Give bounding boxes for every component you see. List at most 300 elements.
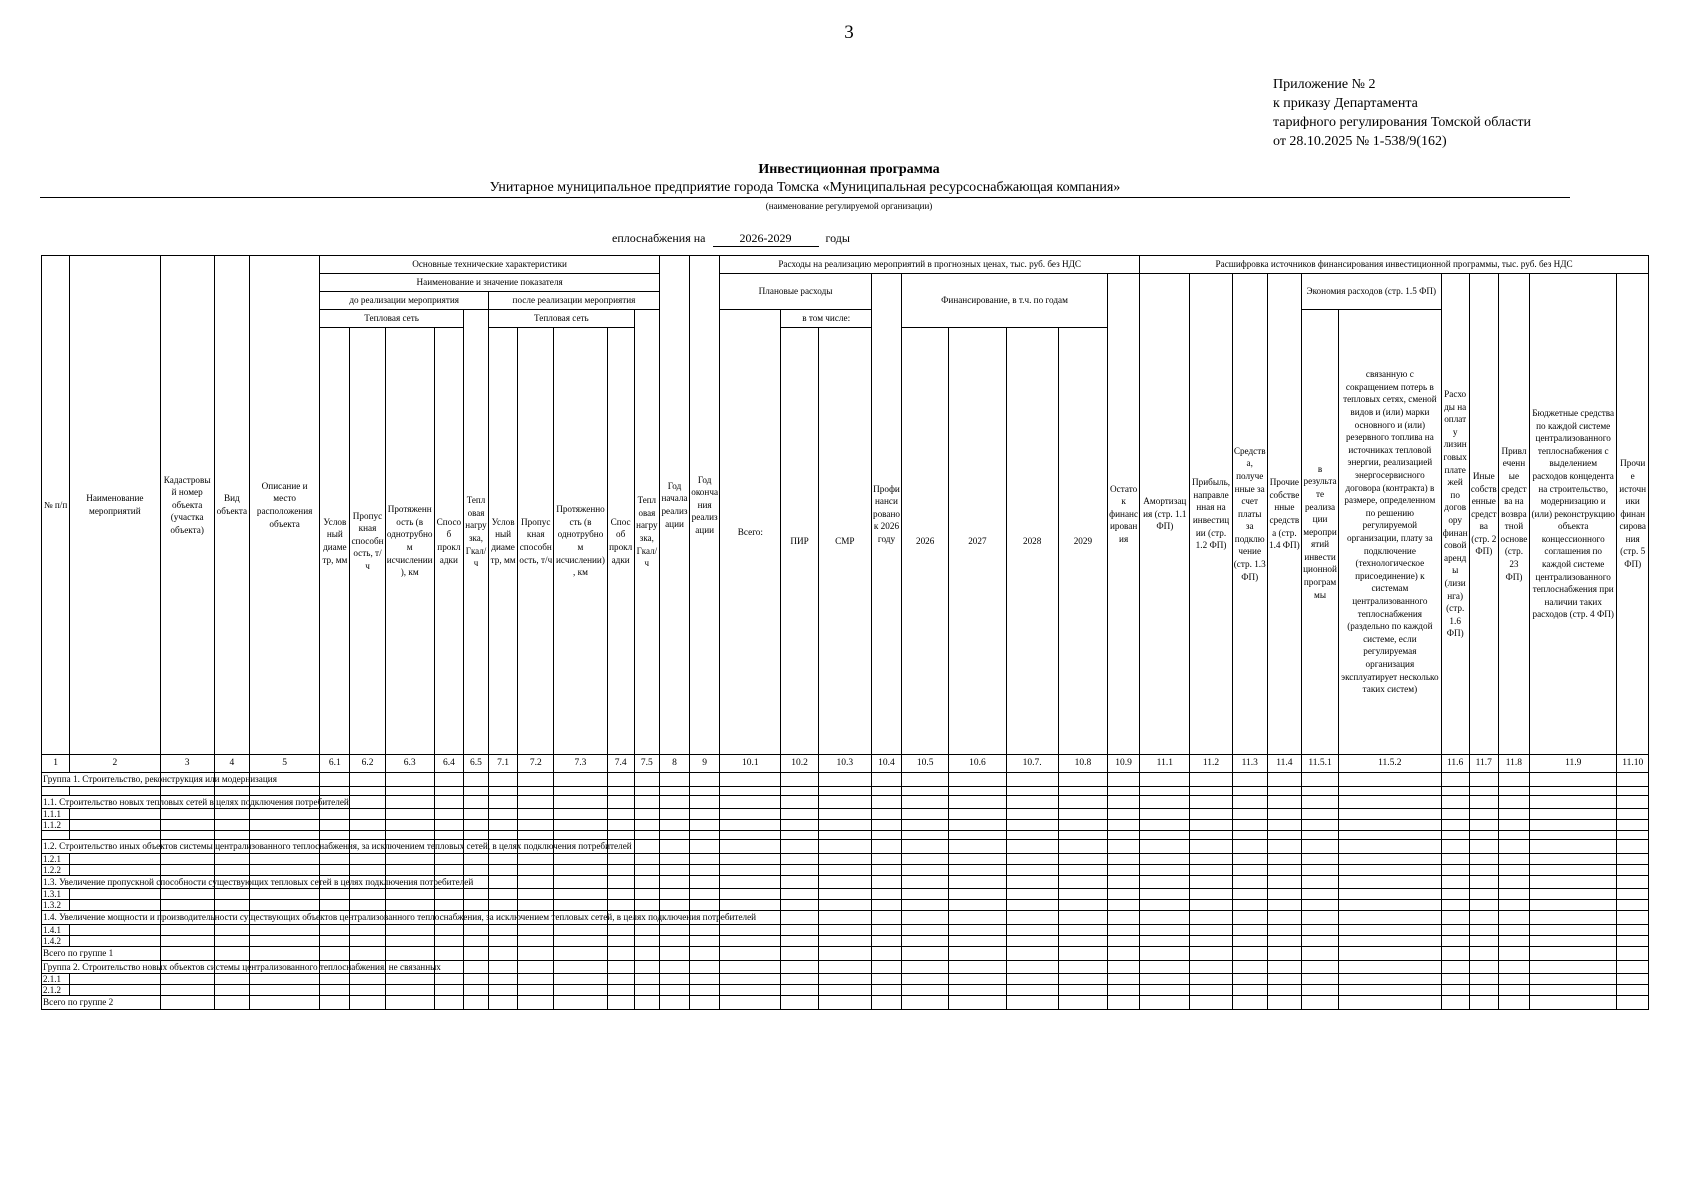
table-cell [1267, 911, 1301, 925]
table-cell [1267, 831, 1301, 840]
table-cell [320, 889, 350, 900]
table-cell [1617, 820, 1649, 831]
table-cell [1190, 864, 1232, 875]
table-cell [1006, 911, 1058, 925]
table-cell [1267, 889, 1301, 900]
table-cell [1267, 875, 1301, 889]
table-cell [607, 820, 634, 831]
table-cell [249, 935, 319, 946]
row-number: 1.2.1 [42, 853, 70, 864]
header-capacity-before: Пропускная способность, т/ч [350, 328, 385, 755]
table-cell [1140, 960, 1190, 974]
table-cell [1232, 773, 1267, 787]
table-cell [518, 773, 554, 787]
table-cell [1530, 935, 1617, 946]
table-cell [385, 996, 434, 1010]
header-year-start: Год начала реализации [659, 256, 689, 755]
table-cell [554, 924, 607, 935]
appendix-block [1273, 75, 1531, 151]
row-number: 2.1.2 [42, 985, 70, 996]
header-pir: ПИР [781, 328, 818, 755]
table-cell [1530, 795, 1617, 809]
table-cell [489, 900, 518, 911]
table-cell [1301, 795, 1338, 809]
column-number: 10.2 [781, 755, 818, 773]
table-cell [1190, 831, 1232, 840]
table-cell [818, 864, 871, 875]
table-cell [1441, 820, 1469, 831]
table-cell [160, 900, 214, 911]
table-cell [1108, 831, 1140, 840]
table-cell [350, 889, 385, 900]
table-cell [818, 840, 871, 854]
table-cell [463, 946, 488, 960]
table-cell [1339, 864, 1441, 875]
header-load-before: Тепловая нагрузка, Гкал/ч [463, 310, 488, 755]
table-cell [720, 831, 781, 840]
table-cell [1108, 985, 1140, 996]
table-cell [1058, 773, 1107, 787]
table-cell [1190, 900, 1232, 911]
table-cell [1267, 795, 1301, 809]
section-row [42, 840, 1649, 854]
table-cell [1140, 809, 1190, 820]
table-cell [214, 974, 249, 985]
table-cell [554, 875, 607, 889]
table-cell [160, 924, 214, 935]
table-row [42, 820, 1649, 831]
table-cell [659, 773, 689, 787]
table-cell [1267, 960, 1301, 974]
table-cell [902, 773, 949, 787]
table-cell [385, 853, 434, 864]
table-cell [385, 889, 434, 900]
table-cell [634, 773, 659, 787]
header-length-after: Протяженность (в однотрубном исчислении), км [554, 328, 607, 755]
table-cell [554, 831, 607, 840]
table-cell [1232, 911, 1267, 925]
table-cell [607, 773, 634, 787]
column-number: 8 [659, 755, 689, 773]
table-cell [1301, 946, 1338, 960]
table-cell [607, 889, 634, 900]
table-cell [659, 786, 689, 795]
table-cell [871, 960, 901, 974]
table-cell [320, 996, 350, 1010]
table-cell [70, 864, 160, 875]
header-length-before: Протяженность (в однотрубном исчислении), км [385, 328, 434, 755]
table-cell [781, 795, 818, 809]
table-cell [249, 900, 319, 911]
table-cell [1232, 935, 1267, 946]
table-cell [214, 864, 249, 875]
table-cell [1339, 840, 1441, 854]
table-cell [1530, 946, 1617, 960]
table-cell [320, 831, 350, 840]
table-cell [690, 946, 720, 960]
table-cell [1339, 924, 1441, 935]
table-cell [1232, 974, 1267, 985]
column-number: 1 [42, 755, 70, 773]
table-cell [1190, 840, 1232, 854]
table-cell [434, 985, 463, 996]
table-cell [350, 786, 385, 795]
table-row [42, 853, 1649, 864]
header-name: Наименование мероприятий [70, 256, 160, 755]
table-cell [160, 820, 214, 831]
table-cell [690, 985, 720, 996]
table-cell [949, 831, 1006, 840]
table-cell [781, 911, 818, 925]
table-cell [818, 935, 871, 946]
table-cell [1617, 935, 1649, 946]
table-cell [249, 985, 319, 996]
table-cell [1530, 840, 1617, 854]
header-sources: Расшифровка источников финансирования инвестиционной программы, тыс. руб. без НДС [1140, 256, 1649, 274]
table-cell [1140, 875, 1190, 889]
column-number: 10.7. [1006, 755, 1058, 773]
table-cell [818, 820, 871, 831]
table-cell [214, 900, 249, 911]
table-cell [350, 831, 385, 840]
header-type: Вид объекта [214, 256, 249, 755]
table-cell [720, 809, 781, 820]
table-cell [160, 946, 214, 960]
table-cell [690, 773, 720, 787]
table-cell [720, 985, 781, 996]
table-cell [659, 996, 689, 1010]
column-number: 9 [690, 755, 720, 773]
table-cell [1232, 985, 1267, 996]
table-cell [1301, 831, 1338, 840]
column-number: 10.5 [902, 755, 949, 773]
table-cell [818, 911, 871, 925]
table-cell [249, 831, 319, 840]
table-cell [1267, 773, 1301, 787]
column-number: 11.10 [1617, 755, 1649, 773]
section-title: 1.4. Увеличение мощности и производительности существующих объектов централизованного теплоснабжения, за исключением тепловых сетей, в целях подключения потребителей [42, 911, 70, 925]
table-cell [818, 875, 871, 889]
table-cell [781, 996, 818, 1010]
table-cell [818, 786, 871, 795]
table-cell [902, 786, 949, 795]
table-cell [1058, 820, 1107, 831]
table-cell [1190, 946, 1232, 960]
table-cell [1441, 911, 1469, 925]
table-cell [1617, 911, 1649, 925]
table-cell [518, 900, 554, 911]
column-number: 7.5 [634, 755, 659, 773]
table-cell [70, 889, 160, 900]
row-number: 1.1.2 [42, 820, 70, 831]
table-cell [1498, 831, 1529, 840]
header-smr: СМР [818, 328, 871, 755]
section-row [42, 795, 1649, 809]
table-cell [659, 820, 689, 831]
table-cell [1498, 820, 1529, 831]
table-cell [818, 996, 871, 1010]
table-cell [385, 795, 434, 809]
header-attracted: Привлеченные средства на возвратной основе (стр. 23 ФП) [1498, 274, 1529, 755]
table-cell [70, 786, 160, 795]
table-cell [1469, 946, 1498, 960]
table-cell [1058, 900, 1107, 911]
table-cell [1530, 809, 1617, 820]
appendix-line: от 28.10.2025 № 1-538/9(162) [1273, 134, 1447, 149]
table-cell [1617, 853, 1649, 864]
table-cell [434, 935, 463, 946]
table-cell [1617, 795, 1649, 809]
table-cell [1140, 974, 1190, 985]
table-cell [463, 889, 488, 900]
table-cell [690, 960, 720, 974]
table-cell [607, 786, 634, 795]
table-cell [720, 900, 781, 911]
table-cell [634, 985, 659, 996]
row-number: 1.2.2 [42, 864, 70, 875]
table-cell [690, 809, 720, 820]
table-cell [1108, 864, 1140, 875]
table-cell [781, 960, 818, 974]
table-cell [607, 795, 634, 809]
table-cell [1301, 900, 1338, 911]
table-cell [781, 985, 818, 996]
table-cell [1617, 875, 1649, 889]
table-cell [607, 831, 634, 840]
table-cell [1267, 820, 1301, 831]
total-row [42, 996, 1649, 1010]
header-budget: Бюджетные средства по каждой системе централизованного теплоснабжения с выделением расходов концедента на строительство, модернизацию и (или) реконструкцию объекта концессионного соглашения по каждой системе централизованного теплоснабжения при наличии таких расходов (стр. 4 ФП) [1530, 274, 1617, 755]
table-cell [949, 773, 1006, 787]
table-cell [554, 786, 607, 795]
table-cell [659, 924, 689, 935]
table-cell [1301, 820, 1338, 831]
table-cell [1108, 795, 1140, 809]
table-cell [690, 889, 720, 900]
table-cell [949, 864, 1006, 875]
table-cell [1617, 960, 1649, 974]
table-cell [781, 840, 818, 854]
table-cell [871, 864, 901, 875]
table-cell [949, 820, 1006, 831]
table-cell [1530, 853, 1617, 864]
table-cell [1006, 935, 1058, 946]
table-cell [463, 786, 488, 795]
table-cell [1441, 773, 1469, 787]
table-cell [659, 809, 689, 820]
table-cell [350, 996, 385, 1010]
header-planned: Плановые расходы [720, 274, 872, 310]
table-cell [554, 974, 607, 985]
row-number: 1.4.1 [42, 924, 70, 935]
table-cell [1190, 985, 1232, 996]
table-cell [1498, 935, 1529, 946]
table-cell [70, 900, 160, 911]
table-cell [1339, 935, 1441, 946]
table-cell [489, 974, 518, 985]
table-cell [1469, 875, 1498, 889]
table-cell [659, 900, 689, 911]
table-cell [1108, 840, 1140, 854]
table-cell [1441, 924, 1469, 935]
header-after: после реализации мероприятия [489, 292, 660, 310]
table-cell [690, 853, 720, 864]
table-cell [1108, 889, 1140, 900]
table-cell [434, 795, 463, 809]
table-cell [214, 996, 249, 1010]
table-cell [1469, 809, 1498, 820]
header-cadastral: Кадастровый номер объекта (участка объекта) [160, 256, 214, 755]
table-cell [350, 946, 385, 960]
table-cell [634, 900, 659, 911]
table-cell [554, 773, 607, 787]
table-cell [607, 985, 634, 996]
table-cell [690, 864, 720, 875]
table-cell [1339, 946, 1441, 960]
table-cell [949, 996, 1006, 1010]
table-cell [463, 974, 488, 985]
table-cell [434, 809, 463, 820]
table-row [42, 864, 1649, 875]
column-number: 7.2 [518, 755, 554, 773]
table-cell [690, 875, 720, 889]
table-cell [1498, 985, 1529, 996]
table-cell [1108, 820, 1140, 831]
table-cell [818, 960, 871, 974]
table-cell [1140, 795, 1190, 809]
table-cell [1006, 889, 1058, 900]
table-cell [1339, 809, 1441, 820]
table-cell [1469, 974, 1498, 985]
table-cell [1339, 996, 1441, 1010]
table-cell [1006, 960, 1058, 974]
table-cell [634, 946, 659, 960]
column-number: 11.2 [1190, 755, 1232, 773]
table-cell [1530, 889, 1617, 900]
table-cell [320, 809, 350, 820]
table-cell [1006, 924, 1058, 935]
table-cell [781, 809, 818, 820]
table-cell [818, 946, 871, 960]
table-cell [659, 853, 689, 864]
table-cell [518, 960, 554, 974]
organization-caption: (наименование регулируемой организации) [765, 201, 933, 211]
table-cell [902, 985, 949, 996]
table-cell [871, 820, 901, 831]
table-cell [1190, 795, 1232, 809]
table-cell [434, 900, 463, 911]
table-cell [350, 935, 385, 946]
table-cell [160, 786, 214, 795]
table-cell [1108, 853, 1140, 864]
table-cell [949, 795, 1006, 809]
table-cell [1190, 889, 1232, 900]
table-cell [214, 985, 249, 996]
table-cell [1441, 935, 1469, 946]
column-number: 6.3 [385, 755, 434, 773]
table-cell [518, 924, 554, 935]
table-cell [781, 900, 818, 911]
table-cell [949, 960, 1006, 974]
table-cell [1058, 924, 1107, 935]
table-cell [518, 889, 554, 900]
table-cell [1006, 786, 1058, 795]
table-cell [1498, 864, 1529, 875]
table-cell [634, 960, 659, 974]
header-indicator: Наименование и значение показателя [320, 274, 660, 292]
group-row [42, 773, 1649, 787]
table-cell [1190, 974, 1232, 985]
table-cell [385, 864, 434, 875]
table-cell [1498, 853, 1529, 864]
header-laying-after: Способ прокладки [607, 328, 634, 755]
table-cell [1140, 900, 1190, 911]
header-profit: Прибыль, направленная на инвестиции (стр. 1.2 ФП) [1190, 274, 1232, 755]
table-cell [1190, 996, 1232, 1010]
table-cell [1530, 960, 1617, 974]
page-number: 3 [844, 22, 854, 43]
table-cell [42, 786, 70, 795]
organization-name: Унитарное муниципальное предприятие города Томска «Муниципальная ресурсоснабжающая компания» [40, 180, 1570, 198]
table-cell [463, 864, 488, 875]
table-cell [1469, 831, 1498, 840]
table-cell [1232, 809, 1267, 820]
column-number: 10.9 [1108, 755, 1140, 773]
column-number: 11.4 [1267, 755, 1301, 773]
header-before: до реализации мероприятия [320, 292, 489, 310]
table-cell [1058, 853, 1107, 864]
table-cell [634, 924, 659, 935]
total-label: Всего по группе 2 [42, 996, 70, 1010]
table-cell [690, 831, 720, 840]
table-cell [489, 809, 518, 820]
table-cell [1232, 960, 1267, 974]
table-cell [1108, 773, 1140, 787]
table-cell [249, 853, 319, 864]
table-cell [554, 946, 607, 960]
header-diameter-before: Условный диаметр, мм [320, 328, 350, 755]
table-cell [385, 974, 434, 985]
table-cell [1339, 773, 1441, 787]
table-cell [1441, 974, 1469, 985]
table-cell [1301, 985, 1338, 996]
table-row [42, 974, 1649, 985]
table-cell [434, 820, 463, 831]
table-cell [350, 864, 385, 875]
table-cell [1469, 911, 1498, 925]
table-cell [1190, 773, 1232, 787]
table-cell [720, 795, 781, 809]
table-cell [385, 809, 434, 820]
table-cell [1301, 935, 1338, 946]
table-cell [160, 853, 214, 864]
table-cell [434, 831, 463, 840]
table-cell [659, 840, 689, 854]
table-cell [781, 974, 818, 985]
table-cell [489, 935, 518, 946]
table-cell [554, 809, 607, 820]
table-cell [720, 786, 781, 795]
table-cell [902, 974, 949, 985]
table-cell [1617, 809, 1649, 820]
table-cell [659, 875, 689, 889]
table-cell [1339, 911, 1441, 925]
table-cell [160, 864, 214, 875]
table-cell [1108, 946, 1140, 960]
section-title: 1.2. Строительство иных объектов системы централизованного теплоснабжения, за исключением тепловых сетей, в целях подключения потребителей [42, 840, 70, 854]
column-number: 10.6 [949, 755, 1006, 773]
table-cell [659, 831, 689, 840]
